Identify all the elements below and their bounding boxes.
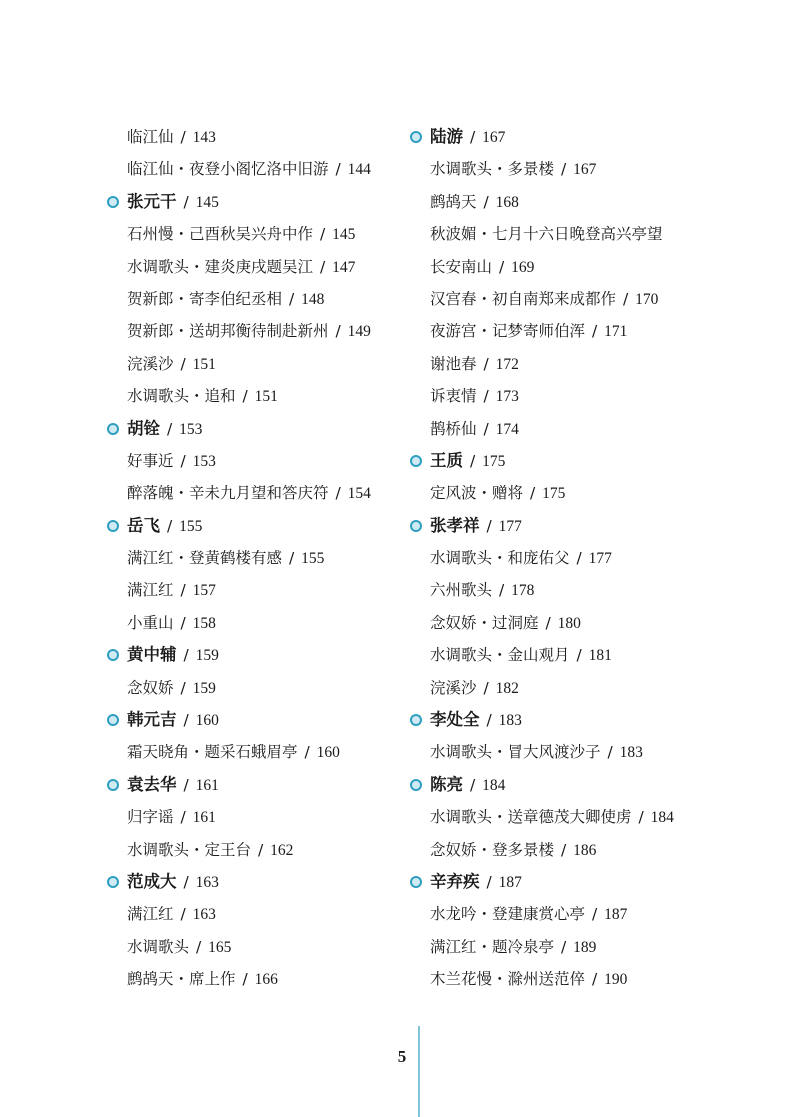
page-separator: / xyxy=(545,613,551,632)
page-ref: 184 xyxy=(650,809,674,827)
page-separator: / xyxy=(560,840,567,859)
toc-entry-row[interactable] xyxy=(107,574,427,606)
page-ref: 153 xyxy=(179,420,203,438)
page-ref: 174 xyxy=(495,420,519,438)
entry-title: 水调歌头・冒大风渡沙子 xyxy=(430,743,601,762)
entry-title: 霜天晓角・题采石蛾眉亭 xyxy=(127,743,298,762)
toc-entry-row[interactable] xyxy=(410,413,730,445)
page-ref: 165 xyxy=(208,938,232,956)
toc-author-row[interactable] xyxy=(410,769,730,801)
page-ref: 145 xyxy=(332,226,356,244)
page-ref: 184 xyxy=(482,776,506,794)
page-ref: 151 xyxy=(192,355,216,373)
toc-author-row[interactable] xyxy=(107,704,427,736)
page-separator: / xyxy=(288,289,295,308)
circle-bullet-icon xyxy=(410,876,422,888)
toc-entry-row[interactable] xyxy=(410,348,730,380)
page-separator: / xyxy=(469,775,476,794)
circle-bullet-icon xyxy=(410,520,422,532)
entry-title: 六州歌头 xyxy=(430,581,493,600)
entry-title: 满江红・登黄鹤楼有感 xyxy=(127,549,283,568)
page-ref: 166 xyxy=(254,971,278,989)
page-separator: / xyxy=(183,192,189,211)
toc-entry-row[interactable] xyxy=(107,477,427,509)
page-ref: 175 xyxy=(542,485,566,503)
circle-bullet-icon xyxy=(107,714,119,726)
page-ref: 183 xyxy=(498,712,522,730)
author-name: 张孝祥 xyxy=(430,515,480,535)
toc-entry-row[interactable] xyxy=(410,639,730,671)
toc-entry-row[interactable] xyxy=(410,380,730,412)
page-ref: 159 xyxy=(192,679,216,697)
page-separator: / xyxy=(180,678,186,697)
page-separator: / xyxy=(319,225,326,244)
page-separator: / xyxy=(607,743,613,762)
entry-title: 水调歌头 xyxy=(127,937,190,956)
page-separator: / xyxy=(483,192,489,211)
page-separator: / xyxy=(483,678,489,697)
page-ref: 161 xyxy=(192,809,216,827)
page-ref: 158 xyxy=(192,614,216,632)
circle-bullet-icon xyxy=(107,196,119,208)
entry-title: 满江红 xyxy=(127,581,174,600)
toc-entry-row[interactable] xyxy=(410,574,730,606)
page-separator: / xyxy=(183,872,189,891)
toc-entry-row[interactable] xyxy=(410,315,730,347)
toc-right-column xyxy=(410,121,730,996)
page-ref: 177 xyxy=(588,550,612,568)
toc-entry-row[interactable] xyxy=(410,477,730,509)
entry-title: 诉衷情 xyxy=(430,387,477,406)
entry-title: 满江红・题冷泉亭 xyxy=(430,937,555,956)
entry-title: 归字谣 xyxy=(127,808,174,827)
page-separator: / xyxy=(180,808,186,827)
toc-author-row[interactable] xyxy=(410,121,730,153)
page-ref: 160 xyxy=(195,712,219,730)
entry-title: 汉宫春・初自南郑来成都作 xyxy=(430,289,617,308)
author-name: 辛弃疾 xyxy=(430,871,480,891)
entry-title: 水调歌头・金山观月 xyxy=(430,646,570,665)
toc-author-row[interactable] xyxy=(410,510,730,542)
circle-bullet-icon xyxy=(410,779,422,791)
page-separator: / xyxy=(335,484,341,503)
page-separator: / xyxy=(195,937,202,956)
entry-title: 定风波・赠将 xyxy=(430,484,524,503)
entry-title: 贺新郎・寄李伯纪丞相 xyxy=(127,289,283,308)
entry-title: 浣溪沙 xyxy=(430,678,477,697)
entry-title: 鹊桥仙 xyxy=(430,419,477,438)
page-separator: / xyxy=(319,257,326,276)
page-separator: / xyxy=(483,419,489,438)
page-separator: / xyxy=(498,257,505,276)
author-name: 陈亮 xyxy=(430,774,463,794)
page-ref: 173 xyxy=(495,388,519,406)
page-ref: 182 xyxy=(495,679,519,697)
entry-title: 石州慢・己酉秋吴兴舟中作 xyxy=(127,225,314,244)
entry-title: 谢池春 xyxy=(430,354,477,373)
page-ref: 178 xyxy=(511,582,535,600)
page-ref: 187 xyxy=(604,906,628,924)
author-name: 韩元吉 xyxy=(127,710,177,730)
page-ref: 143 xyxy=(192,129,216,146)
author-name: 李处全 xyxy=(430,710,480,730)
page-ref: 181 xyxy=(588,647,612,665)
page-separator: / xyxy=(483,387,489,406)
toc-author-row[interactable] xyxy=(410,866,730,898)
toc-entry-row[interactable] xyxy=(107,153,427,185)
entry-title: 水调歌头・追和 xyxy=(127,387,236,406)
toc-author-row[interactable] xyxy=(107,186,427,218)
page-ref: 149 xyxy=(347,323,371,341)
toc-entry-row[interactable] xyxy=(410,218,730,250)
page-ref: 170 xyxy=(635,290,659,308)
toc-author-row[interactable] xyxy=(107,639,427,671)
page-separator: / xyxy=(498,581,505,600)
page-ref: 172 xyxy=(495,355,519,373)
toc-entry-row[interactable] xyxy=(107,931,427,963)
entry-title: 念奴娇・登多景楼 xyxy=(430,840,555,859)
toc-author-row[interactable] xyxy=(107,510,427,542)
page-ref: 153 xyxy=(192,452,216,470)
circle-bullet-icon xyxy=(410,131,422,143)
page-separator: / xyxy=(180,128,186,146)
page-separator: / xyxy=(483,354,489,373)
entry-title: 夜游宫・记梦寄师伯浑 xyxy=(430,322,586,341)
page-separator: / xyxy=(166,419,173,438)
toc-entry-row[interactable] xyxy=(410,736,730,768)
page-separator: / xyxy=(560,937,567,956)
toc-entry-row[interactable] xyxy=(107,834,427,866)
author-name: 袁去华 xyxy=(127,774,177,794)
entry-title: 长安南山 xyxy=(430,257,493,276)
page-ref: 145 xyxy=(195,193,219,211)
page-ref: 175 xyxy=(482,452,506,470)
page-ref: 171 xyxy=(604,323,628,341)
page-ref: 148 xyxy=(301,290,325,308)
entry-title: 鹧鸪天・席上作 xyxy=(127,970,236,989)
circle-bullet-icon xyxy=(410,714,422,726)
toc-entry-row[interactable] xyxy=(410,153,730,185)
page-ref: 147 xyxy=(332,258,356,276)
page-separator: / xyxy=(335,160,341,179)
circle-bullet-icon xyxy=(107,520,119,532)
page-separator: / xyxy=(180,451,186,470)
page-ref: 163 xyxy=(192,906,216,924)
page-separator: / xyxy=(591,970,598,989)
toc-entry-row[interactable] xyxy=(107,283,427,315)
page-separator: / xyxy=(576,646,582,665)
page-separator: / xyxy=(180,581,186,600)
page-ref: 167 xyxy=(573,161,597,179)
toc-left-column xyxy=(107,121,427,996)
page-number: 5 xyxy=(397,1047,407,1066)
page-ref: 169 xyxy=(511,258,535,276)
toc-entry-row[interactable] xyxy=(107,315,427,347)
page-separator: / xyxy=(242,387,248,406)
page-ref: 163 xyxy=(195,873,219,891)
toc-author-row[interactable] xyxy=(410,704,730,736)
toc-entry-row[interactable] xyxy=(410,931,730,963)
page-separator: / xyxy=(560,160,567,179)
toc-entry-row[interactable] xyxy=(410,672,730,704)
toc-entry-row[interactable] xyxy=(410,963,730,995)
entry-title: 满江红 xyxy=(127,905,174,924)
toc-author-row[interactable] xyxy=(107,866,427,898)
page-ref: 168 xyxy=(495,193,519,211)
page-separator: / xyxy=(183,646,189,665)
page-separator: / xyxy=(257,840,264,859)
page-separator: / xyxy=(288,549,295,568)
page-ref: 180 xyxy=(557,614,581,632)
page-separator: / xyxy=(183,711,189,730)
toc-entry-row[interactable] xyxy=(410,801,730,833)
entry-title: 念奴娇 xyxy=(127,678,174,697)
page-ref: 190 xyxy=(604,971,628,989)
circle-bullet-icon xyxy=(410,455,422,467)
toc-entry-row[interactable] xyxy=(410,607,730,639)
circle-bullet-icon xyxy=(107,423,119,435)
toc-entry-row[interactable] xyxy=(410,186,730,218)
author-name: 张元干 xyxy=(127,191,177,211)
entry-title: 好事近 xyxy=(127,451,174,470)
page-ref: 187 xyxy=(498,873,522,891)
toc-entry-row[interactable] xyxy=(107,251,427,283)
page-ref: 151 xyxy=(254,388,278,406)
author-name: 陆游 xyxy=(430,127,463,146)
toc-entry-row[interactable] xyxy=(107,218,427,250)
page-separator: / xyxy=(638,808,644,827)
page-separator: / xyxy=(183,775,189,794)
page-separator: / xyxy=(180,905,186,924)
page-ref: 155 xyxy=(301,550,325,568)
page-separator: / xyxy=(529,484,536,503)
page-separator: / xyxy=(180,354,186,373)
circle-bullet-icon xyxy=(107,876,119,888)
page-separator: / xyxy=(469,128,476,146)
author-name: 王质 xyxy=(430,450,463,470)
page-separator: / xyxy=(486,711,492,730)
circle-bullet-icon xyxy=(107,649,119,661)
page-separator: / xyxy=(304,743,310,762)
author-name: 黄中辅 xyxy=(127,645,177,665)
footer-divider xyxy=(418,1026,420,1117)
toc-author-row[interactable] xyxy=(107,769,427,801)
entry-title: 小重山 xyxy=(127,613,174,632)
toc-entry-row[interactable] xyxy=(410,898,730,930)
toc-entry-row[interactable] xyxy=(107,348,427,380)
page-ref: 186 xyxy=(573,841,597,859)
page-ref: 159 xyxy=(195,647,219,665)
page-ref: 155 xyxy=(179,517,203,535)
author-name: 岳飞 xyxy=(127,515,160,535)
entry-title: 念奴娇・过洞庭 xyxy=(430,613,539,632)
page-ref: 154 xyxy=(347,485,371,503)
toc-entry-row[interactable] xyxy=(107,380,427,412)
entry-title: 浣溪沙 xyxy=(127,354,174,373)
entry-title: 秋波媚・七月十六日晚登高兴亭望 xyxy=(430,225,663,244)
toc-entry-row[interactable] xyxy=(107,898,427,930)
entry-title: 水调歌头・定王台 xyxy=(127,840,252,859)
entry-title: 水调歌头・建炎庚戌题吴江 xyxy=(127,257,314,276)
page-separator: / xyxy=(622,289,629,308)
page-ref: 177 xyxy=(498,517,522,535)
page-ref: 144 xyxy=(347,161,371,179)
toc-entry-row[interactable] xyxy=(107,445,427,477)
circle-bullet-icon xyxy=(107,779,119,791)
entry-title: 鹧鸪天 xyxy=(430,192,477,211)
toc-entry-row[interactable] xyxy=(410,542,730,574)
page-separator: / xyxy=(591,905,598,924)
toc-entry-row[interactable] xyxy=(107,736,427,768)
entry-title: 水调歌头・和庞佑父 xyxy=(430,549,570,568)
entry-title: 临江仙・夜登小阁忆洛中旧游 xyxy=(127,160,329,179)
page-separator: / xyxy=(335,322,341,341)
page-ref: 162 xyxy=(270,841,294,859)
toc-entry-row[interactable] xyxy=(107,542,427,574)
page-separator: / xyxy=(591,322,598,341)
toc-entry-row[interactable] xyxy=(107,801,427,833)
page-ref: 160 xyxy=(316,744,340,762)
toc-entry-row[interactable] xyxy=(410,251,730,283)
toc-entry-row[interactable] xyxy=(107,963,427,995)
page-separator: / xyxy=(469,451,476,470)
toc-author-row[interactable] xyxy=(410,445,730,477)
page-ref: 157 xyxy=(192,582,216,600)
toc-entry-row[interactable] xyxy=(410,834,730,866)
author-name: 范成大 xyxy=(127,871,177,891)
author-name: 胡铨 xyxy=(127,418,160,438)
page-ref: 183 xyxy=(619,744,643,762)
entry-title: 贺新郎・送胡邦衡待制赴新州 xyxy=(127,322,329,341)
page-ref: 161 xyxy=(195,776,219,794)
entry-title: 醉落魄・辛未九月望和答庆符 xyxy=(127,484,329,503)
page-separator: / xyxy=(576,549,582,568)
page-separator: / xyxy=(166,516,173,535)
entry-title: 水调歌头・送章德茂大卿使虏 xyxy=(430,808,632,827)
toc-entry-row[interactable] xyxy=(107,672,427,704)
entry-title: 水调歌头・多景楼 xyxy=(430,160,555,179)
page-ref: 167 xyxy=(482,129,506,146)
page-separator: / xyxy=(486,872,492,891)
entry-title: 水龙吟・登建康赏心亭 xyxy=(430,905,586,924)
toc-entry-row[interactable] xyxy=(107,607,427,639)
toc-author-row[interactable] xyxy=(107,413,427,445)
page-separator: / xyxy=(242,970,248,989)
toc-entry-row[interactable] xyxy=(107,121,427,153)
page-ref: 189 xyxy=(573,938,597,956)
entry-title: 临江仙 xyxy=(127,128,174,146)
toc-entry-row[interactable] xyxy=(410,283,730,315)
entry-title: 木兰花慢・滁州送范倅 xyxy=(430,970,586,989)
page-separator: / xyxy=(180,613,186,632)
page-separator: / xyxy=(486,516,492,535)
